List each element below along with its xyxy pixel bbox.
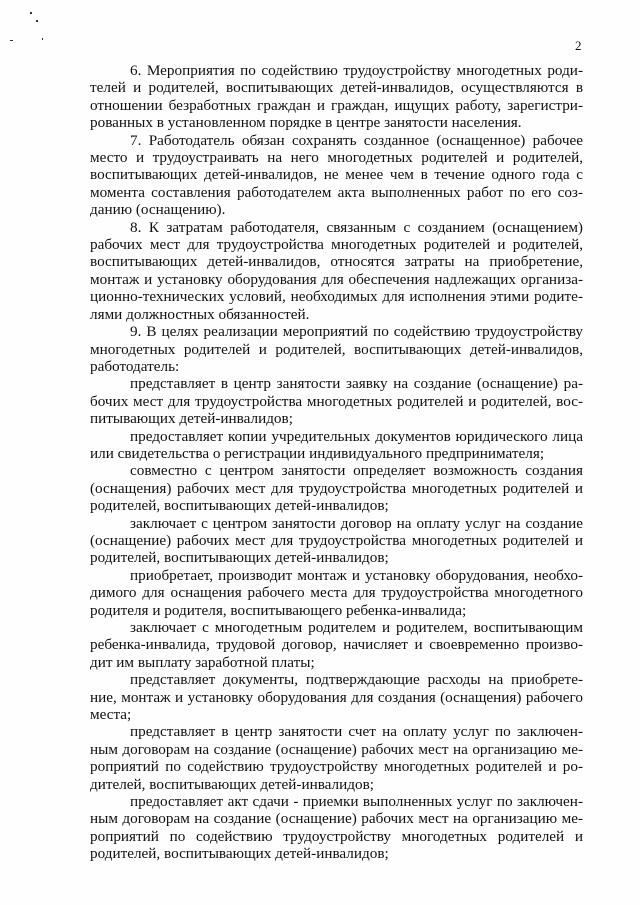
- scan-speck: [30, 12, 32, 14]
- scan-speck: [10, 40, 13, 41]
- list-item-documents: предоставляет копии учредительных документов юридического лица или свидетельства о регистрации индивидуального предпринимателя;: [90, 427, 583, 462]
- page-number: 2: [575, 38, 582, 53]
- list-item-equipment: приобретает, производит монтаж и установку оборудования, необходимого для оснащения рабочего места для трудоустройства многодетного родителя и родителя, воспитывающего ребенка-инвалида;: [90, 566, 583, 619]
- list-item-acceptance-act: предоставляет акт сдачи - приемки выполненных услуг по заключенным договорам на создание (оснащение) рабочих мест на организацию мероприятий по содействию трудоустройству многодетных родителей и родителей, воспитывающих детей-инвалидов;: [90, 793, 583, 863]
- list-item-application: представляет в центр занятости заявку на создание (оснащение) рабочих мест для трудоустройства многодетных родителей и родителей, воспитывающих детей-инвалидов;: [90, 375, 583, 428]
- document-body: [90, 62, 583, 863]
- scan-speck: [42, 38, 43, 40]
- list-item-contract: заключает с центром занятости договор на оплату услуг на создание (оснащение) рабочих мест для трудоустройства многодетных родителей и родителей, воспитывающих детей-инвалидов;: [90, 514, 583, 567]
- paragraph-6: 6. Мероприятия по содействию трудоустройству многодетных родителей и родителей, воспитывающих детей-инвалидов, осуществляются в отношении безработных граждан и граждан, ищущих работу, зарегистрированных в установленном порядке в центре занятости населения.: [90, 62, 583, 132]
- list-item-employment: заключает с многодетным родителем и родителем, воспитывающим ребенка-инвалида, трудовой договор, начисляет и своевременно производит им выплату заработной платы;: [90, 619, 583, 671]
- list-item-joint-assessment: совместно с центром занятости определяет возможность создания (оснащения) рабочих мест для трудоустройства многодетных родителей и родителей, воспитывающих детей-инвалидов;: [90, 462, 583, 515]
- paragraph-9: 9. В целях реализации мероприятий по содействию трудоустройству многодетных родителей и родителей, воспитывающих детей-инвалидов, работодатель:: [90, 323, 583, 375]
- paragraph-7: 7. Работодатель обязан сохранять созданное (оснащенное) рабочее место и трудоустраивать на него многодетных родителей и родителей, воспитывающих детей-инвалидов, не менее чем в течение одного года с момента составления работодателем акта выполненных работ по его созданию (оснащению).: [90, 131, 583, 219]
- list-item-expense-documents: представляет документы, подтверждающие расходы на приобретение, монтаж и установку оборудования для создания (оснащения) рабочего места;: [90, 671, 583, 724]
- scan-speck: [36, 20, 38, 22]
- paragraph-8: 8. К затратам работодателя, связанным с созданием (оснащением) рабочих мест для трудоустройства многодетных родителей и родителей, воспитывающих детей-инвалидов, относятся затраты на приобретение, монтаж и установку оборудования для обеспечения надлежащих организационно-технических условий, необходимых для исполнения этими родителями должностных обязанностей.: [90, 218, 583, 323]
- list-item-invoice: представляет в центр занятости счет на оплату услуг по заключенным договорам на создание (оснащение) рабочих мест на организацию мероприятий по содействию трудоустройству многодетных родителей и родителей, воспитывающих детей-инвалидов;: [90, 723, 583, 793]
